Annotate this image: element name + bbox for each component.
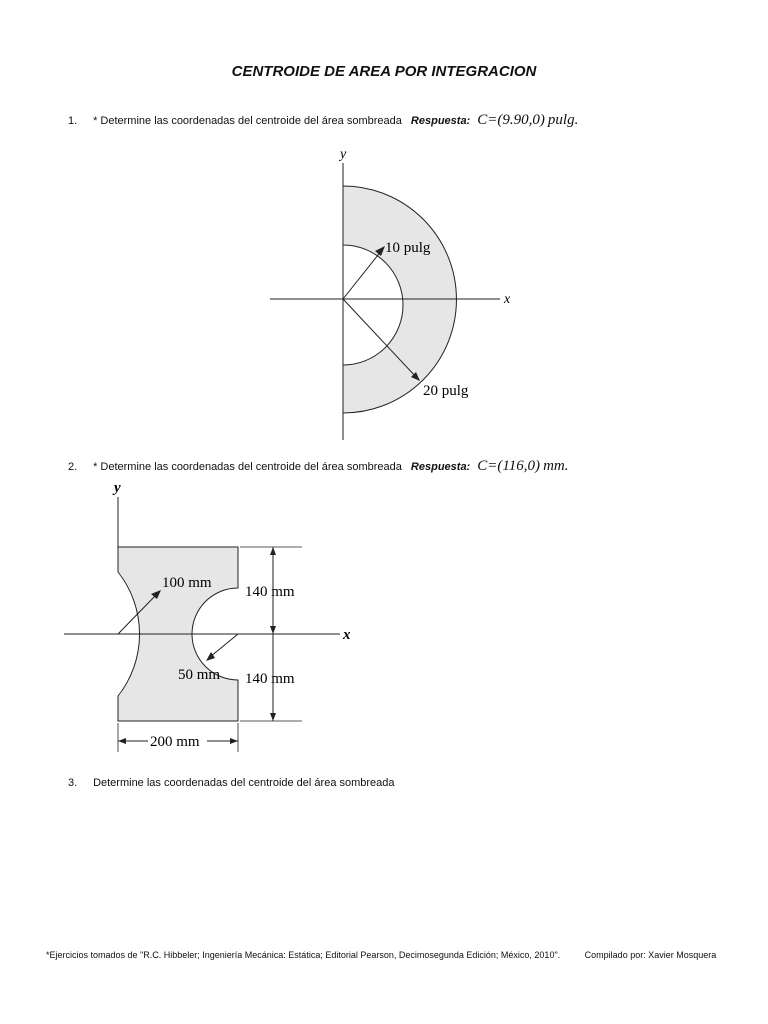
inner-radius-label: 10 pulg [385,240,431,256]
problem-text: * Determine las coordenadas del centroide del área sombreada [93,115,402,127]
lower-height-label: 140 mm [245,671,295,687]
problem-number: 2. [68,461,78,473]
y-axis-label: y [340,147,347,162]
page-title: CENTROIDE DE AREA POR INTEGRACION [231,63,537,80]
width-label: 200 mm [150,734,200,750]
answer-value: C=(116,0) [477,458,541,474]
small-radius-arrow [210,634,238,657]
answer-unit: mm. [543,458,569,474]
footer-compiled-by: Compilado por: Xavier Mosquera [584,950,717,960]
arrowhead-icon [270,547,276,555]
problem-3 [68,777,395,789]
problem-text: * Determine las coordenadas del centroide del área sombreada [93,461,402,473]
answer-label: Respuesta: [410,461,471,473]
x-axis-label: x [504,292,511,307]
footer-source: *Ejercicios tomados de "R.C. Hibbeler; Ingeniería Mecánica: Estática; Editorial Pearson, Decimosegunda Edición; México, 2010". [46,950,561,960]
large-radius-label: 100 mm [162,575,212,591]
problem-number: 1. [68,115,78,127]
arrowhead-icon [118,738,126,744]
arrowhead-icon [270,626,276,634]
arrowhead-icon [206,652,215,661]
footer [46,950,716,960]
arrowhead-icon [270,713,276,721]
problem-text: Determine las coordenadas del centroide del área sombreada [93,777,395,789]
y-axis-label: y [114,480,121,496]
small-radius-label: 50 mm [178,667,221,683]
outer-radius-label: 20 pulg [423,383,469,399]
arrowhead-icon [230,738,238,744]
x-axis-label: x [343,627,351,643]
answer-label: Respuesta: [410,115,471,127]
answer-value: C=(9.90,0) [477,112,545,128]
answer-unit: pulg. [547,112,579,128]
problem-number: 3. [68,777,78,789]
upper-height-label: 140 mm [245,584,295,600]
